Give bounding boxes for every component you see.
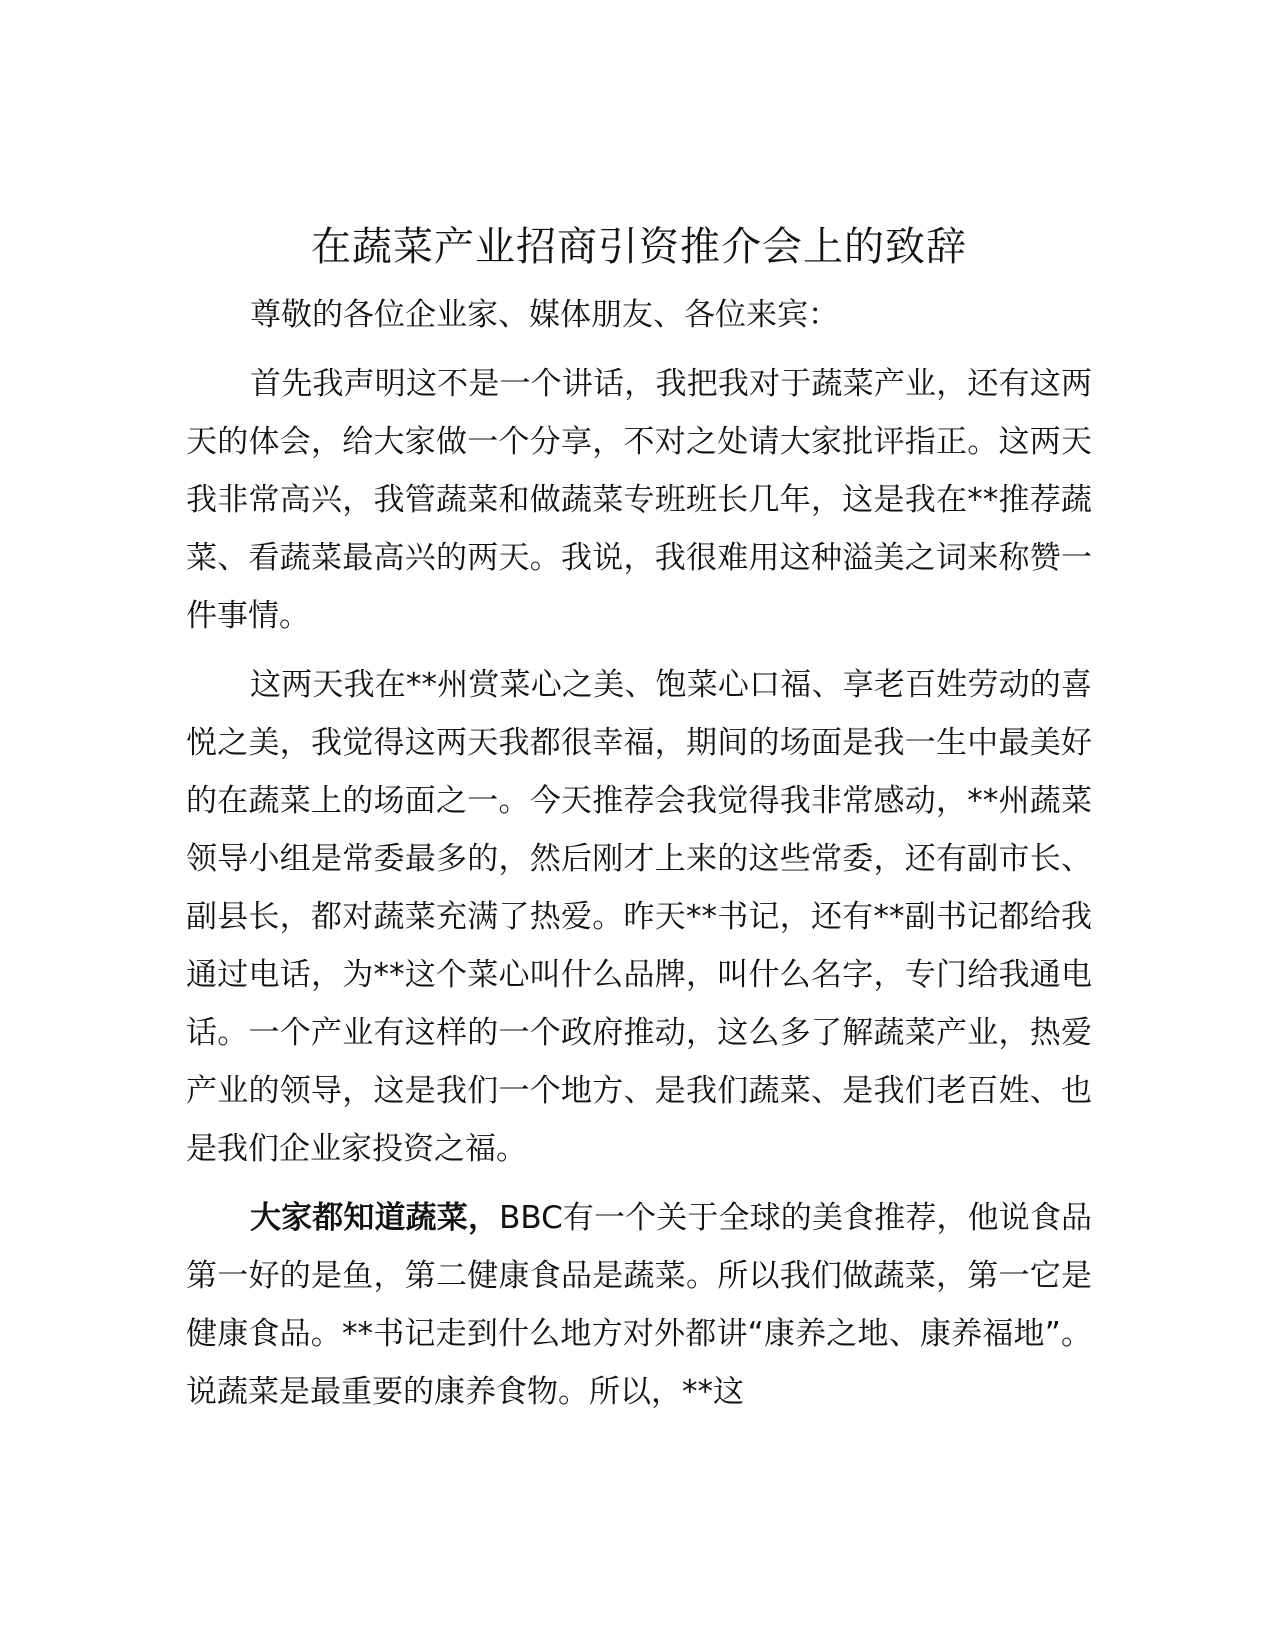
paragraph-text: 首先我声明这不是一个讲话，我把我对于蔬菜产业，还有这两天的体会，给大家做一个分享，不对之处请大家批评指正。这两天我非常高兴，我管蔬菜和做蔬菜专班班长几年，这是我在**推荐蔬菜、看蔬菜最高兴的两天。我说，我很难用这种溢美之词来称赞一件事情。 xyxy=(186,366,1092,634)
salutation: 尊敬的各位企业家、媒体朋友、各位来宾： xyxy=(250,297,839,333)
paragraph-text: BBC有一个关于全球的美食推荐，他说食品第一好的是鱼，第二健康食品是蔬菜。所以我们做蔬菜，第一它是健康食品。**书记走到什么地方对外都讲“康养之地、康养福地”。说蔬菜是最重要的康养食物。所以，**这 xyxy=(186,1200,1092,1410)
paragraph-1 xyxy=(186,355,1092,645)
paragraph-text: 这两天我在**州赏菜心之美、饱菜心口福、享老百姓劳动的喜悦之美，我觉得这两天我都很幸福，期间的场面是我一生中最美好的在蔬菜上的场面之一。今天推荐会我觉得我非常感动，**州蔬菜领导小组是常委最多的，然后刚才上来的这些常委，还有副市长、副县长，都对蔬菜充满了热爱。昨天**书记，还有**副书记都给我通过电话，为**这个菜心叫什么品牌，叫什么名字，专门给我通电话。一个产业有这样的一个政府推动，这么多了解蔬菜产业，热爱产业的领导，这是我们一个地方、是我们蔬菜、是我们老百姓、也是我们企业家投资之福。 xyxy=(186,667,1092,1167)
paragraph-2 xyxy=(186,656,1092,1178)
document-title: 在蔬菜产业招商引资推介会上的致辞 xyxy=(311,224,967,270)
document-body xyxy=(186,218,1092,1432)
paragraph-lead: 大家都知道蔬菜， xyxy=(250,1200,500,1236)
paragraph-3 xyxy=(186,1189,1092,1421)
